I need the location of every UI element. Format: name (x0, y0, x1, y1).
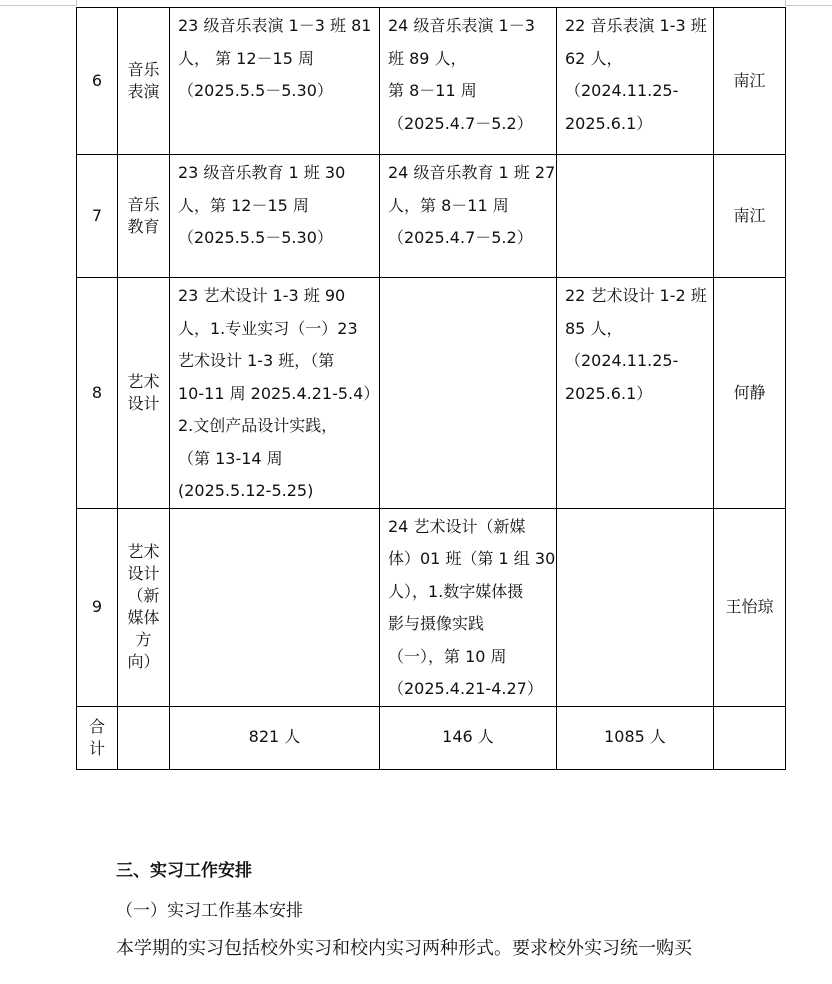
teacher-name: 南江 (714, 155, 786, 278)
internship-table (76, 7, 786, 770)
table-row (77, 278, 786, 509)
total-label: 合 计 (77, 706, 118, 769)
grade-23-cell: 23 级音乐教育 1 班 30 人，第 12－15 周 （2025.5.5－5.30） (170, 155, 380, 278)
total-row (77, 706, 786, 769)
total-grade-23: 821 人 (170, 706, 380, 769)
row-number: 7 (77, 155, 118, 278)
total-grade-24: 146 人 (380, 706, 557, 769)
total-grade-22: 1085 人 (557, 706, 714, 769)
grade-23-cell (170, 508, 380, 706)
empty-cell (714, 706, 786, 769)
page-corner-mark (785, 0, 786, 6)
major-name: 艺术 设计 (118, 278, 170, 509)
teacher-name: 南江 (714, 8, 786, 155)
grade-24-cell: 24 级音乐表演 1－3 班 89 人， 第 8－11 周 （2025.4.7－5.2） (380, 8, 557, 155)
empty-cell (118, 706, 170, 769)
grade-23-cell: 23 艺术设计 1-3 班 90 人，1.专业实习（一）23 艺术设计 1-3 班，（第 10-11 周 2025.4.21-5.4） 2.文创产品设计实践， （第 13-14 周 (2025.5.12-5.25) (170, 278, 380, 509)
table-row (77, 8, 786, 155)
section-subheading: （一）实习工作基本安排 (116, 901, 303, 921)
major-name: 音乐 教育 (118, 155, 170, 278)
grade-22-cell: 22 艺术设计 1-2 班 85 人， （2024.11.25- 2025.6.1） (557, 278, 714, 509)
grade-22-cell: 22 音乐表演 1-3 班 62 人， （2024.11.25- 2025.6.1） (557, 8, 714, 155)
row-number: 8 (77, 278, 118, 509)
grade-23-cell: 23 级音乐表演 1－3 班 81 人， 第 12－15 周 （2025.5.5－5.30） (170, 8, 380, 155)
grade-22-cell (557, 155, 714, 278)
body-paragraph: 本学期的实习包括校外实习和校内实习两种形式。要求校外实习统一购买 (116, 938, 692, 959)
teacher-name: 王怡琼 (714, 508, 786, 706)
grade-24-cell (380, 278, 557, 509)
row-number: 6 (77, 8, 118, 155)
table-row (77, 508, 786, 706)
major-name: 音乐 表演 (118, 8, 170, 155)
section-heading: 三、实习工作安排 (116, 861, 252, 881)
page-corner-mark (76, 0, 77, 6)
grade-22-cell (557, 508, 714, 706)
grade-24-cell: 24 级音乐教育 1 班 27 人，第 8－11 周 （2025.4.7－5.2） (380, 155, 557, 278)
major-name: 艺术 设计 （新 媒体 方 向） (118, 508, 170, 706)
grade-24-cell: 24 艺术设计（新媒 体）01 班（第 1 组 30 人），1.数字媒体摄 影与摄像实践 （一），第 10 周 （2025.4.21-4.27） (380, 508, 557, 706)
page-corner-mark (0, 5, 76, 6)
teacher-name: 何静 (714, 278, 786, 509)
page-corner-mark (785, 5, 832, 6)
table-row (77, 155, 786, 278)
row-number: 9 (77, 508, 118, 706)
